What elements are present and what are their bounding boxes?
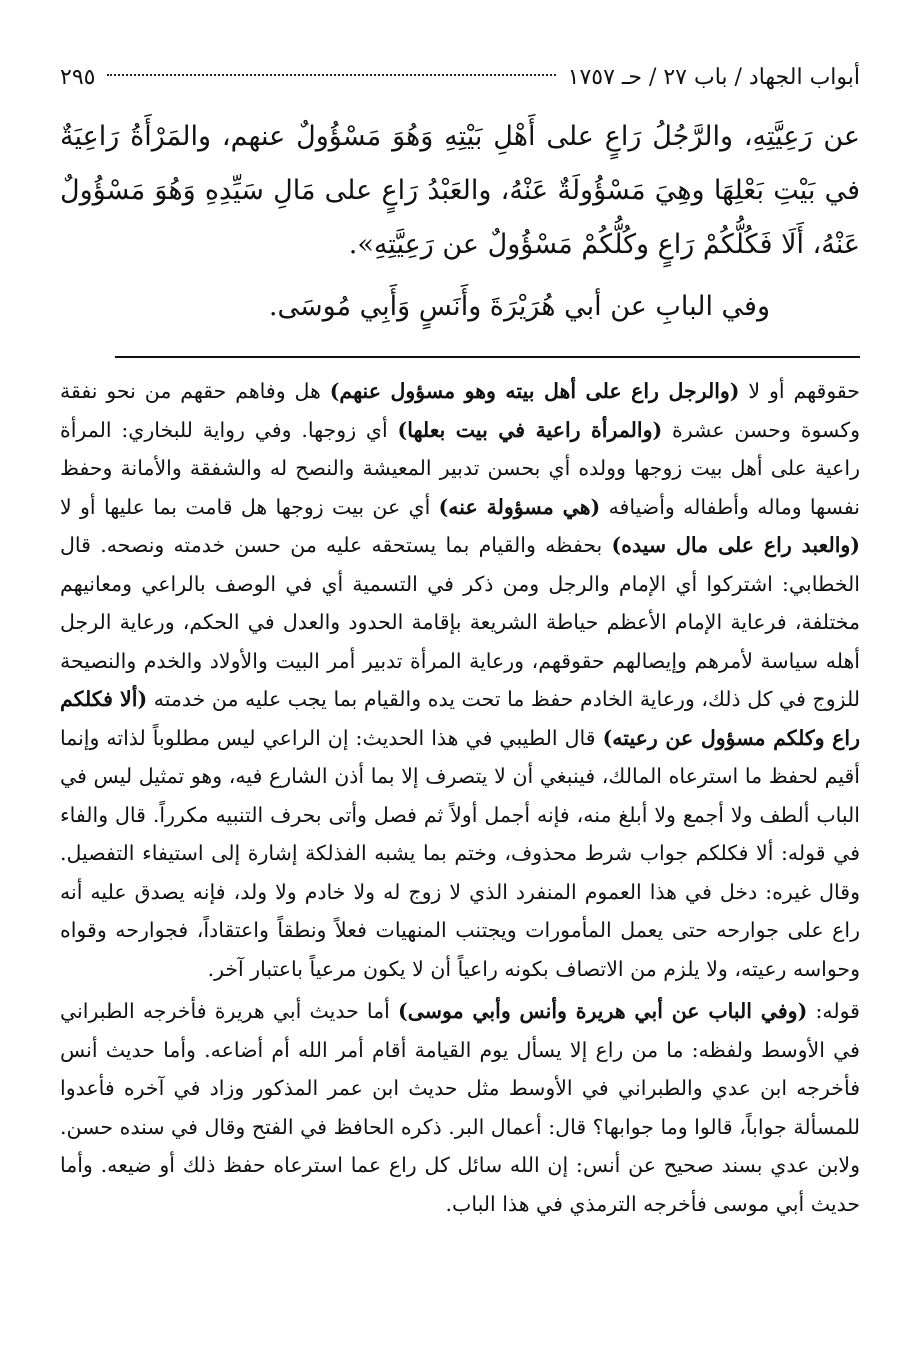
- page-number: ٢٩٥: [60, 65, 96, 90]
- commentary-run: قال الطيبي في هذا الحديث: إن الراعي ليس مطلوباً لذاته وإنما أقيم لحفظ ما استرعاه المالك، فينبغي أن لا يتصرف إلا بما أذن الشارع فيه، وهو تمثيل ليس في الباب ألطف ولا أجمع ولا أبلغ منه، فإنه أجمل أولاً ثم فصل وأتى بحرف التنبيه مكرراً. قال والفاء في قوله: ألا فكلكم جواب شرط محذوف، وختم بما يشبه الفذلكة إشارة إلى استيفاء التفصيل. وقال غيره: دخل في هذا العموم المنفرد الذي لا زوج له ولا خادم ولا ولد، فإنه يصدق عليه أنه راع على جوارحه حتى يعمل المأمورات ويجتنب المنهيات فعلاً ونطقاً واعتقاداً، فجوارحه وقواه وحواسه رعيته، ولا يلزم من الاتصاف بكونه راعياً أن لا يكون مرعياً باعتبار آخر.: [60, 725, 860, 981]
- commentary-run: بحفظه والقيام بما يستحقه عليه من حسن خدمته ونصحه. قال الخطابي: اشتركوا أي الإمام والرجل ومن ذكر في التسمية أي في الوصف بالراعي ومعانيهم مختلفة، فرعاية الإمام الأعظم حياطة الشريعة بإقامة الحدود والعدل في الحكم، ورعاية الرجل أهله سياسة لأمرهم وإيصالهم حقوقهم، ورعاية المرأة تدبير أمر البيت والأولاد والخدم والنصيحة للزوج في كل ذلك، ورعاية الخادم حفظ ما تحت يده والقيام بما يجب عليه من خدمته: [60, 533, 860, 711]
- hadith-chapter-note: وفي البابِ عن أبي هُرَيْرَةَ وأَنَسٍ وَأَبِي مُوسَى.: [268, 291, 770, 322]
- quoted-hadith-phrase: (ألا فكلكم راع وكلكم مسؤول عن رعيته): [60, 687, 860, 750]
- commentary-paragraph: [60, 992, 860, 1223]
- hadith-paragraph: عن رَعِيَّتِهِ، والرَّجُلُ رَاعٍ على أَهْلِ بَيْتِهِ وَهُوَ مَسْؤُولٌ عنهم، والمَرْأَةُ رَاعِيَةٌ في بَيْتِ بَعْلِهَا وهِيَ مَسْؤُولَةٌ عَنْهُ، والعَبْدُ رَاعٍ على مَالِ سَيِّدِهِ وَهُوَ مَسْؤُولٌ عَنْهُ، أَلَا فَكُلُّكُمْ رَاعٍ وكُلُّكُمْ مَسْؤُولٌ عن رَعِيَّتِهِ».: [60, 121, 860, 260]
- hadith-text: [60, 110, 860, 334]
- quoted-hadith-phrase: (والرجل راع على أهل بيته وهو مسؤول عنهم): [329, 379, 740, 403]
- quoted-hadith-phrase: (هي مسؤولة عنه): [438, 494, 601, 519]
- section-divider: [115, 356, 860, 358]
- commentary-run: قوله:: [807, 999, 860, 1023]
- quoted-hadith-phrase: (والمرأة راعية في بيت بعلها): [397, 417, 663, 442]
- commentary-run: أي زوجها. وفي رواية للبخاري: المرأة راعية على أهل بيت زوجها وولده أي بحسن تدبير المعيشة والنصح له والشفقة والأمانة وحفظ نفسها وماله وأطفاله وأضيافه: [60, 417, 860, 519]
- commentary-run: أي عن بيت زوجها هل قامت بما عليها أو لا: [60, 494, 439, 519]
- commentary-run: أما حديث أبي هريرة فأخرجه الطبراني في الأوسط ولفظه: ما من راع إلا يسأل يوم القيامة أقام أمر الله أم أضاعه. وأما حديث أنس فأخرجه ابن عدي والطبراني في الأوسط مثل حديث ابن عمر المذكور وزاد في آخره فأعدوا للمسألة جواباً، قالوا وما جوابها؟ قال: أعمال البر. ذكره الحافظ في الفتح وقال في سنده حسن. ولابن عدي بسند صحيح عن أنس: إن الله سائل كل راع عما استرعاه حفظ ذلك أو ضيعه. وأما حديث أبي موسى فأخرجه الترمذي في هذا الباب.: [60, 999, 860, 1216]
- quoted-hadith-phrase: (والعبد راع على مال سيده): [611, 533, 860, 557]
- running-header: [60, 58, 860, 98]
- chapter-title: أبواب الجهاد / باب ٢٧ / حـ ١٧٥٧: [567, 65, 860, 90]
- commentary-text: [60, 372, 860, 1223]
- commentary-run: هل وفاهم حقهم من نحو نفقة وكسوة وحسن عشرة: [60, 379, 860, 442]
- commentary-paragraph: [60, 372, 860, 988]
- quoted-hadith-phrase: (وفي الباب عن أبي هريرة وأنس وأبي موسى): [398, 999, 808, 1023]
- dotted-leader: [107, 74, 555, 76]
- book-page: [60, 58, 860, 1223]
- commentary-run: حقوقهم أو لا: [739, 379, 860, 403]
